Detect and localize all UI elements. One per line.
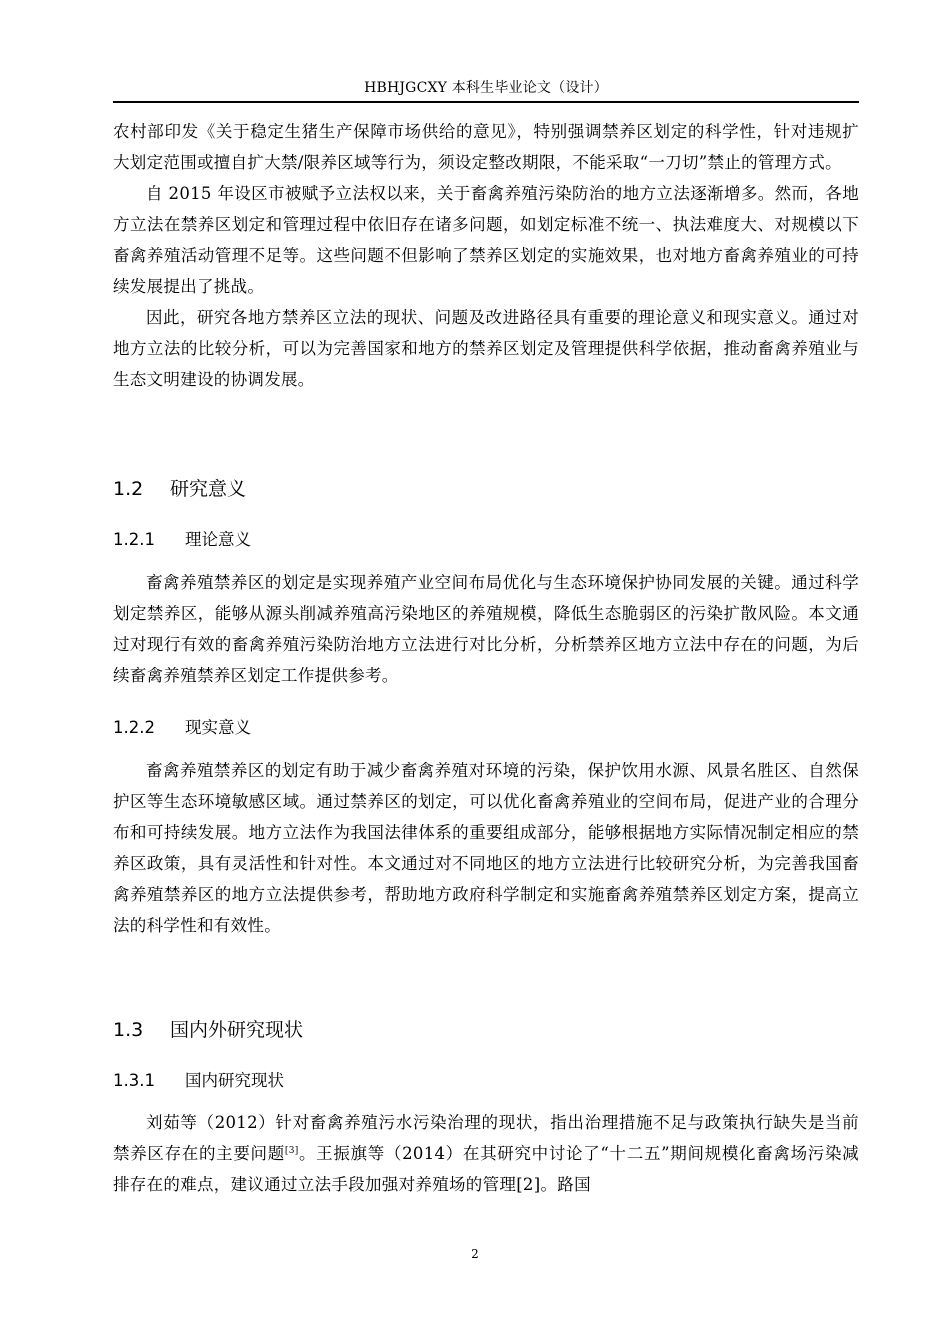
section-number: 1.3: [113, 1019, 144, 1041]
subsection-number: 1.2.1: [113, 530, 155, 549]
section-1-3-1-body: [113, 1107, 859, 1200]
section-title: 国内外研究现状: [170, 1019, 304, 1041]
intro-text: [113, 116, 859, 395]
subsection-number: 1.3.1: [113, 1071, 155, 1090]
paragraph-text-part-2: 。王振旗等（2014）在其研究中讨论了“十二五”期间规模化畜禽场污染减排存在的难点，建议通过立法手段加强对养殖场的管理[2]。路国: [113, 1144, 859, 1194]
paragraph: 畜禽养殖禁养区的划定是实现养殖产业空间布局优化与生态环境保护协同发展的关键。通过科学划定禁养区，能够从源头削减养殖高污染地区的养殖规模，降低生态脆弱区的污染扩散风险。本文通过对现行有效的畜禽养殖污染防治地方立法进行对比分析，分析禁养区地方立法中存在的问题，为后续畜禽养殖禁养区划定工作提供参考。: [113, 573, 859, 685]
subsection-heading-1-2-1: [113, 527, 251, 553]
subsection-heading-1-3-1: [113, 1068, 284, 1094]
paragraph: [113, 1107, 859, 1200]
subsection-number: 1.2.2: [113, 718, 155, 737]
section-heading-1-2: [113, 475, 246, 503]
subsection-title: 国内研究现状: [185, 1071, 284, 1090]
running-header: HBHJGCXY 本科生毕业论文（设计）: [364, 80, 608, 96]
header-rule: [113, 101, 859, 103]
section-heading-1-3: [113, 1016, 303, 1044]
intro-paragraph-1: 农村部印发《关于稳定生猪生产保障市场供给的意见》，特别强调禁养区划定的科学性，针对违规扩大划定范围或擅自扩大禁/限养区域等行为，须设定整改期限，不能采取“一刀切”禁止的管理方式。: [113, 122, 859, 172]
intro-paragraph-2: 自 2015 年设区市被赋予立法权以来，关于畜禽养殖污染防治的地方立法逐渐增多。然而，各地方立法在禁养区划定和管理过程中依旧存在诸多问题，如划定标准不统一、执法难度大、对规模以下畜禽养殖活动管理不足等。这些问题不但影响了禁养区划定的实施效果，也对地方畜禽养殖业的可持续发展提出了挑战。: [113, 184, 859, 296]
section-1-2-1-body: [113, 567, 859, 691]
paragraph: 畜禽养殖禁养区的划定有助于减少畜禽养殖对环境的污染，保护饮用水源、风景名胜区、自然保护区等生态环境敏感区域。通过禁养区的划定，可以优化畜禽养殖业的空间布局，促进产业的合理分布和可持续发展。地方立法作为我国法律体系的重要组成部分，能够根据地方实际情况制定相应的禁养区政策，具有灵活性和针对性。本文通过对不同地区的地方立法进行比较研究分析，为完善我国畜禽养殖禁养区的地方立法提供参考，帮助地方政府科学制定和实施畜禽养殖禁养区划定方案，提高立法的科学性和有效性。: [113, 761, 859, 935]
subsection-heading-1-2-2: [113, 715, 251, 741]
section-1-2-2-body: [113, 755, 859, 941]
subsection-title: 现实意义: [185, 718, 251, 737]
subsection-title: 理论意义: [185, 530, 251, 549]
page-number: 2: [471, 1247, 479, 1261]
intro-paragraph-3: 因此，研究各地方禁养区立法的现状、问题及改进路径具有重要的理论意义和现实意义。通过对地方立法的比较分析，可以为完善国家和地方的禁养区划定及管理提供科学依据，推动畜禽养殖业与生态文明建设的协调发展。: [113, 308, 859, 389]
citation-superscript: [3]: [284, 1146, 299, 1156]
section-number: 1.2: [113, 478, 144, 500]
section-title: 研究意义: [170, 478, 247, 500]
paragraph-text-part-1: 刘茹等（2012）针对畜禽养殖污水污染治理的现状，指出治理措施不足与政策执行缺失是当前禁养区存在的主要问题: [113, 1113, 859, 1163]
